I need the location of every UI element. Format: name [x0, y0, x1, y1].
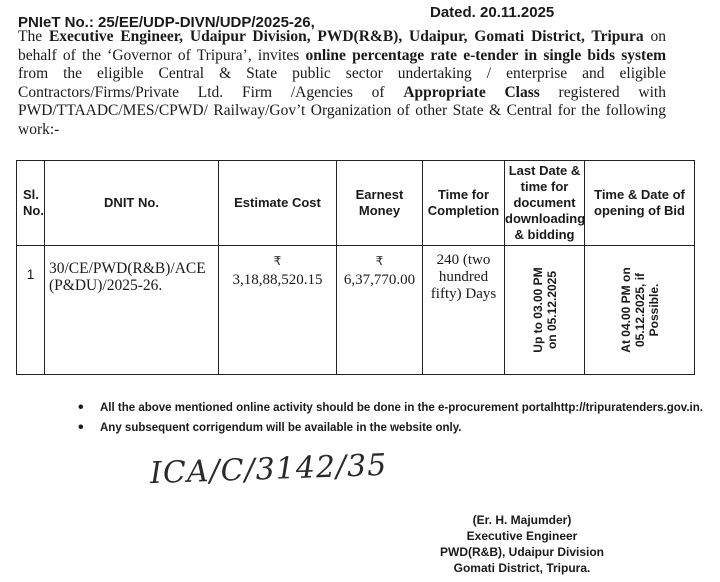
handwritten-reference: ICA/C/3142/35	[149, 447, 388, 492]
list-item: • Any subsequent corrigendum will be available in the website only.	[78, 419, 462, 436]
signatory-office: PWD(R&B), Udaipur Division	[440, 545, 604, 559]
earnest-value: 6,37,770.00	[343, 272, 416, 288]
rupee-symbol: ₹	[375, 254, 384, 268]
cell-time-for-completion: 240 (two hundred fifty) Days	[423, 246, 505, 375]
notice-number: PNIeT No.: 25/EE/UDP-DIVN/UDP/2025-26,	[18, 14, 315, 31]
notice-header	[18, 4, 708, 30]
intro-paragraph: The Executive Engineer, Udaipur Division, PWD(R&B), Udaipur, Gomati District, Tripura on behalf of the ‘Governor of Tripura’, invites online percentage rate e-tender in single bids system from the eligible Central & State public sector undertaking / enterprise and eligible Contractors/Firms/Private Ltd. Firm /Agencies of Appropriate Class registered with PWD/TTAADC/MES/CPWD/ Railway/Gov’t Organization of other State & Central for the following work:-	[18, 28, 667, 138]
header-sl-no: Sl. No.	[17, 161, 45, 246]
header-earnest-money: Earnest Money	[337, 161, 423, 246]
cell-sl-no: 1	[17, 246, 45, 375]
signature-block	[440, 512, 604, 576]
list-item: • All the above mentioned online activity should be done in the e-procurement portalhttp://tripuratenders.gov.in.	[78, 399, 703, 416]
signatory-name: (Er. H. Majumder)	[472, 513, 572, 527]
header-dnit-no: DNIT No.	[45, 161, 219, 246]
cell-opening-date	[585, 246, 695, 375]
issuing-authority: Executive Engineer, Udaipur Division, PWD(R&B), Udaipur, Gomati District, Tripura	[48, 28, 644, 45]
eligibility-class: Appropriate Class	[403, 83, 540, 101]
signatory-district: Gomati District, Tripura.	[453, 561, 591, 575]
notes-list	[78, 398, 703, 438]
header-estimate-cost: Estimate Cost	[219, 161, 337, 246]
table-row	[17, 246, 695, 375]
header-time-for-completion: Time for Completion	[423, 161, 505, 246]
table-header-row	[17, 161, 695, 246]
notice-date: Dated. 20.11.2025	[430, 4, 555, 21]
opening-date-text: At 04.00 PM on 05.12.2025, if Possible.	[618, 267, 661, 353]
estimate-value: 3,18,88,520.15	[232, 272, 323, 288]
tender-type: online percentage rate e-tender in single bids system	[305, 46, 666, 64]
tender-table	[16, 160, 695, 375]
rupee-symbol: ₹	[273, 254, 282, 268]
bullet-icon: •	[78, 399, 84, 416]
cell-last-date	[505, 246, 585, 375]
cell-dnit-no: 30/CE/PWD(R&B)/ACE (P&DU)/2025-26.	[45, 246, 219, 375]
bullet-icon: •	[78, 419, 84, 436]
signatory-designation: Executive Engineer	[466, 529, 578, 543]
cell-earnest-money	[337, 246, 423, 375]
last-date-text: Up to 03.00 PM on 05.12.2025	[530, 267, 559, 353]
header-last-date: Last Date & time for document downloading & bidding	[505, 161, 585, 246]
header-opening-date: Time & Date of opening of Bid	[585, 161, 695, 246]
cell-estimate-cost	[219, 246, 337, 375]
